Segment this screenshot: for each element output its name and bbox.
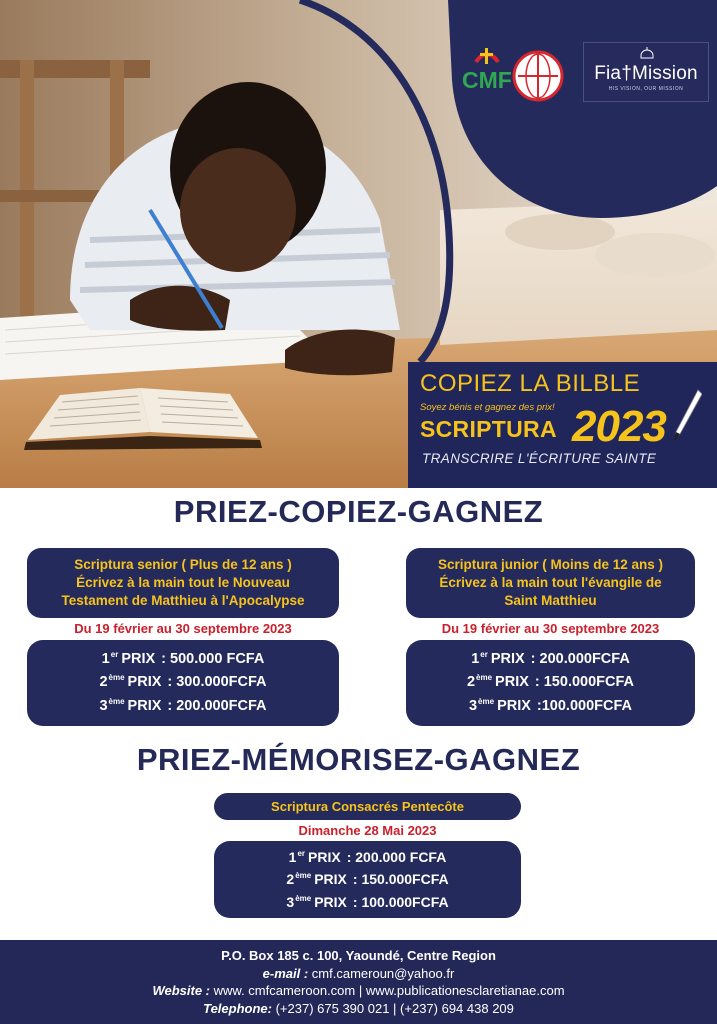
- prize-row: [214, 891, 521, 913]
- consacres-card: [214, 793, 521, 918]
- prize-amount: : 200.000FCFA: [167, 697, 267, 714]
- footer-phone-label: Telephone:: [203, 1000, 272, 1016]
- prize-row: [27, 671, 339, 694]
- prize-rank-suffix: ème: [295, 893, 312, 903]
- footer-phone[interactable]: (+237) 675 390 021 | (+237) 694 438 209: [275, 1000, 514, 1016]
- fiat-mission-text: Fia†Mission: [594, 62, 698, 84]
- junior-card: [406, 548, 695, 726]
- prize-label: PRIX: [308, 848, 341, 865]
- prize-amount: :100.000FCFA: [536, 697, 633, 714]
- fiat-mission-logo: [583, 42, 709, 102]
- prize-rank-suffix: er: [297, 848, 306, 858]
- prize-label: PRIX: [495, 674, 529, 691]
- footer-phone-line: [0, 1000, 717, 1018]
- prize-rank: 3: [99, 697, 108, 714]
- junior-title-line-1: Scriptura junior ( Moins de 12 ans ): [437, 557, 664, 573]
- prize-row: [214, 846, 521, 868]
- prize-label: PRIX: [121, 650, 156, 667]
- senior-date: Du 19 février au 30 septembre 2023: [74, 621, 292, 636]
- scriptura-banner: [408, 362, 717, 488]
- junior-title-line-2: Écrivez à la main tout l'évangile de: [439, 575, 662, 591]
- prize-amount: : 100.000FCFA: [352, 893, 449, 910]
- footer-address: P.O. Box 185 c. 100, Yaoundé, Centre Region: [221, 948, 496, 963]
- prize-rank: 1: [101, 650, 110, 667]
- prize-rank: 3: [286, 893, 295, 910]
- prize-rank-suffix: ème: [295, 871, 312, 881]
- prize-row: [406, 671, 695, 694]
- senior-card: [27, 548, 339, 726]
- dome-icon: [640, 47, 654, 59]
- prize-rank: 2: [466, 674, 476, 691]
- prize-amount: : 300.000FCFA: [167, 674, 267, 691]
- section-title-copiez: PRIEZ-COPIEZ-GAGNEZ: [173, 494, 544, 529]
- cmf-logo: [458, 44, 568, 104]
- prize-rank: 3: [468, 697, 478, 714]
- prize-rank-suffix: ème: [108, 696, 125, 706]
- prize-rank: 1: [288, 848, 297, 865]
- prize-amount: : 150.000FCFA: [352, 871, 449, 888]
- prize-row: [27, 695, 339, 718]
- cmf-logo-text: CMF: [462, 67, 512, 93]
- footer-website-label: Website :: [152, 983, 211, 998]
- senior-prizes: [27, 640, 339, 726]
- prize-row: [406, 695, 695, 718]
- footer-website-line: [0, 982, 717, 1000]
- consacres-card-header: [214, 793, 521, 820]
- senior-card-header: [27, 548, 339, 618]
- fiat-mission-tagline: HIS VISION, OUR MISSION: [608, 85, 684, 92]
- junior-title-line-3: Saint Matthieu: [504, 592, 597, 608]
- prize-label: PRIX: [127, 697, 162, 714]
- prize-rank: 2: [286, 871, 295, 888]
- prize-row: [27, 648, 339, 671]
- junior-prizes: [406, 640, 695, 726]
- consacres-title: Scriptura Consacrés Pentecôte: [271, 798, 464, 814]
- prize-rank-suffix: er: [480, 649, 488, 659]
- senior-title-line-3: Testament de Matthieu à l'Apocalypse: [61, 592, 305, 608]
- prize-rank-suffix: ème: [478, 696, 495, 706]
- prize-label: PRIX: [127, 674, 162, 691]
- consacres-date: Dimanche 28 Mai 2023: [298, 823, 437, 838]
- prize-amount: : 150.000FCFA: [534, 674, 635, 691]
- prize-rank: 1: [471, 650, 480, 667]
- section-title-memorisez: PRIEZ-MÉMORISEZ-GAGNEZ: [136, 742, 581, 777]
- banner-tagline: Soyez bénis et gagnez des prix!: [420, 402, 555, 413]
- senior-title-line-1: Scriptura senior ( Plus de 12 ans ): [74, 557, 292, 573]
- junior-card-header: [406, 548, 695, 618]
- banner-year: 2023: [572, 402, 666, 451]
- banner-copiez: COPIEZ LA BILBLE: [420, 370, 641, 397]
- consacres-prizes: [214, 841, 521, 918]
- prize-label: PRIX: [497, 697, 531, 714]
- prize-row: [406, 648, 695, 671]
- banner-scriptura: SCRIPTURA: [420, 416, 557, 442]
- junior-date: Du 19 février au 30 septembre 2023: [441, 621, 660, 636]
- hero: [0, 0, 717, 488]
- footer-email-line: [0, 965, 717, 983]
- prize-rank-suffix: er: [110, 649, 119, 659]
- senior-title-line-2: Écrivez à la main tout le Nouveau: [76, 575, 290, 591]
- prize-rank-suffix: ème: [108, 673, 125, 683]
- prize-rank-suffix: ème: [476, 673, 493, 683]
- prize-amount: : 200.000FCFA: [530, 650, 630, 667]
- prize-amount: : 500.000 FCFA: [161, 650, 265, 667]
- prize-label: PRIX: [490, 650, 525, 667]
- banner-transcrire: TRANSCRIRE L'ÉCRITURE SAINTE: [422, 451, 657, 466]
- prize-row: [214, 868, 521, 890]
- footer: [0, 940, 717, 1024]
- prize-amount: : 200.000 FCFA: [346, 848, 447, 865]
- prize-rank: 2: [99, 674, 108, 691]
- footer-email[interactable]: cmf.cameroun@yahoo.fr: [311, 965, 455, 981]
- footer-website[interactable]: www. cmfcameroon.com | www.publicationesclaretianae.com: [213, 983, 565, 998]
- pen-icon: [672, 388, 702, 444]
- prize-label: PRIX: [314, 893, 347, 910]
- footer-email-label: e-mail :: [262, 965, 309, 981]
- prize-label: PRIX: [314, 871, 347, 888]
